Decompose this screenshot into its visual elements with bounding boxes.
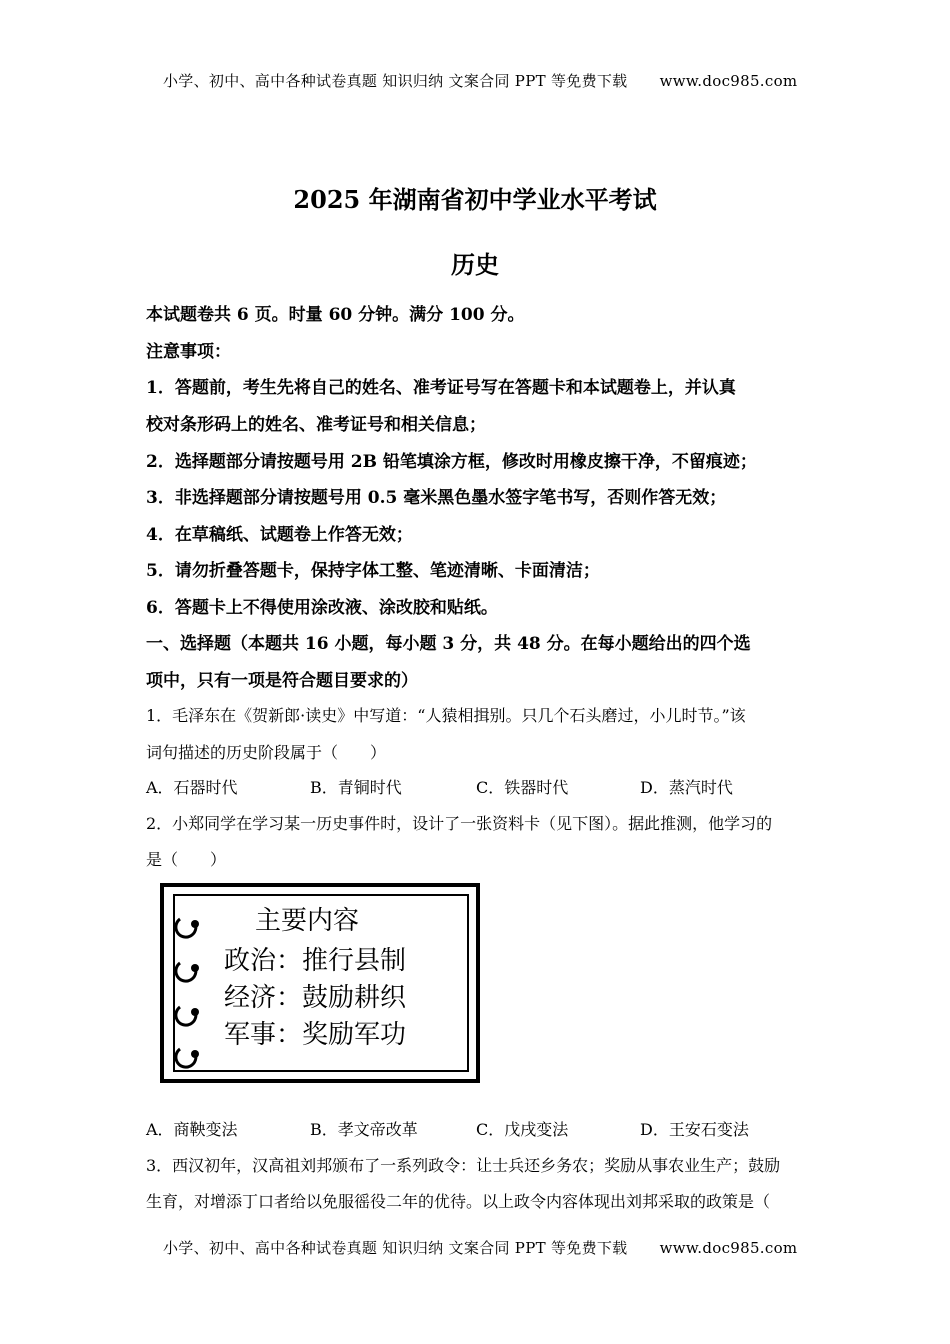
section-heading: 一、选择题（本题共 16 小题，每小题 3 分，共 48 分。在每小题给出的四个选 bbox=[146, 634, 751, 654]
notice-item: 6．答题卡上不得使用涂改液、涂改胶和贴纸。 bbox=[146, 598, 498, 618]
question-2-text: 2．小郑同学在学习某一历史事件时，设计了一张资料卡（见下图）。据此推测，他学习的 bbox=[146, 814, 773, 833]
notice-item: 2．选择题部分请按题号用 2B 铅笔填涂方框，修改时用橡皮擦干净，不留痕迹； bbox=[146, 452, 757, 472]
header-text: 小学、初中、高中各种试卷真题 知识归纳 文案合同 PPT 等免费下载 bbox=[163, 72, 628, 90]
card-row: 经济：鼓励耕织 bbox=[224, 983, 407, 1013]
notice-item: 4．在草稿纸、试题卷上作答无效； bbox=[146, 525, 413, 545]
exam-intro: 本试题卷共 6 页。时量 60 分钟。满分 100 分。 bbox=[146, 305, 525, 325]
notice-item: 1．答题前，考生先将自己的姓名、准考证号写在答题卡和本试题卷上，并认真 bbox=[146, 378, 736, 398]
question-1-text-cont: 词句描述的历史阶段属于（ ） bbox=[146, 743, 387, 762]
question-3-text-cont: 生育，对增添丁口者给以免服徭役二年的优待。以上政令内容体现出刘邦采取的政策是（ bbox=[146, 1192, 771, 1211]
header-url[interactable]: www.doc985.com bbox=[659, 72, 798, 90]
question-3-text: 3．西汉初年，汉高祖刘邦颁布了一系列政令：让士兵还乡务农；奖励从事农业生产；鼓励 bbox=[146, 1156, 781, 1175]
page-header bbox=[163, 70, 797, 91]
card-row: 军事：奖励军功 bbox=[224, 1020, 407, 1050]
question-1-option-b[interactable]: B．青铜时代 bbox=[310, 778, 402, 797]
question-2-option-b[interactable]: B．孝文帝改革 bbox=[310, 1120, 418, 1139]
question-2-option-a[interactable]: A．商鞅变法 bbox=[146, 1120, 238, 1139]
resource-card bbox=[160, 883, 480, 1083]
notice-item: 5．请勿折叠答题卡，保持字体工整、笔迹清晰、卡面清洁； bbox=[146, 561, 600, 581]
exam-subject: 历史 bbox=[451, 250, 499, 279]
question-2-option-d[interactable]: D．王安石变法 bbox=[640, 1120, 749, 1139]
question-1-option-d[interactable]: D．蒸汽时代 bbox=[640, 778, 733, 797]
question-2-option-c[interactable]: C．戊戌变法 bbox=[476, 1120, 569, 1139]
page-footer bbox=[163, 1237, 797, 1258]
footer-url[interactable]: www.doc985.com bbox=[659, 1239, 798, 1257]
card-title: 主要内容 bbox=[255, 906, 360, 936]
notice-heading: 注意事项： bbox=[146, 342, 231, 362]
section-heading-cont: 项中，只有一项是符合题目要求的） bbox=[146, 671, 418, 691]
question-1-option-c[interactable]: C．铁器时代 bbox=[476, 778, 569, 797]
exam-title: 2025 年湖南省初中学业水平考试 bbox=[293, 185, 657, 214]
question-2-text-cont: 是（ ） bbox=[146, 850, 227, 869]
question-1-text: 1．毛泽东在《贺新郎·读史》中写道：“人猿相揖别。只几个石头磨过，小儿时节。”该 bbox=[146, 706, 746, 725]
notice-item: 校对条形码上的姓名、准考证号和相关信息； bbox=[146, 415, 486, 435]
card-row: 政治：推行县制 bbox=[224, 946, 407, 976]
notice-item: 3．非选择题部分请按题号用 0.5 毫米黑色墨水签字笔书写，否则作答无效； bbox=[146, 488, 727, 508]
question-1-option-a[interactable]: A．石器时代 bbox=[146, 778, 238, 797]
footer-text: 小学、初中、高中各种试卷真题 知识归纳 文案合同 PPT 等免费下载 bbox=[163, 1239, 628, 1257]
